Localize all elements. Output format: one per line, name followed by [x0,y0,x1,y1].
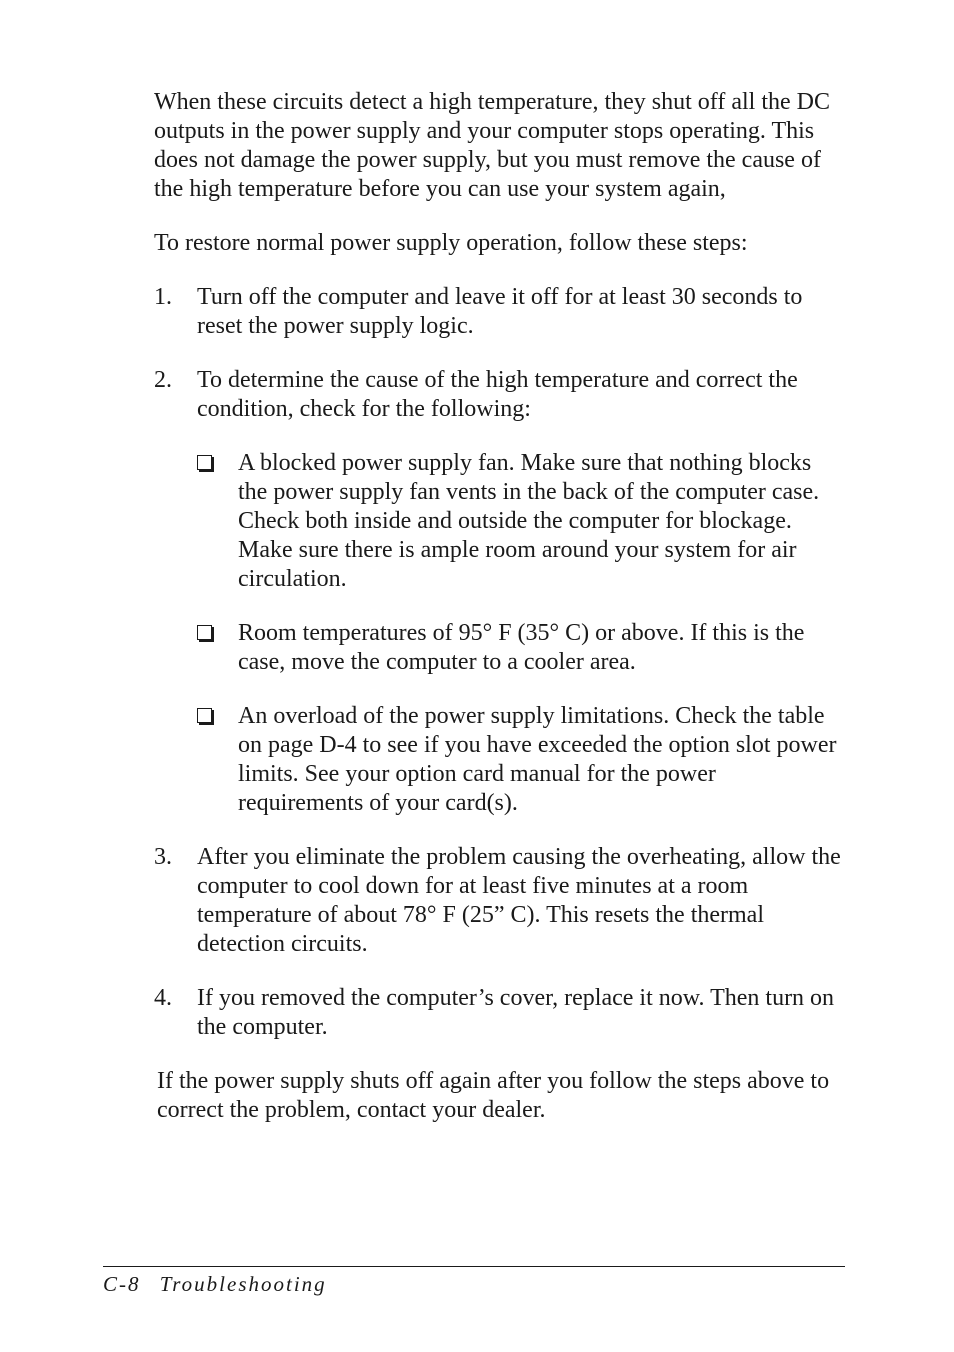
page-footer [103,1272,327,1297]
step-item [154,843,844,959]
footer-divider [103,1266,845,1267]
step-text: If you removed the computer’s cover, replace it now. Then turn on the computer. [197,985,835,1040]
checklist-item [197,619,844,677]
step-body [197,366,844,818]
step-number: 4. [154,985,172,1011]
checklist-item [197,449,844,594]
checklist-item-text: A blocked power supply fan. Make sure that nothing blocks the power supply fan vents in the back of the computer case. Check both inside and outside the computer for blockage. Make sure there is ample room around your system for air circulation. [238,450,820,592]
step-item [154,283,844,341]
page-body [154,88,844,1125]
step-item [154,366,844,818]
step-text: After you eliminate the problem causing the overheating, allow the computer to cool down for at least five minutes at a room temperature of about 78° F (25” C). This resets the thermal detection circuits. [197,844,841,957]
step-item [154,984,844,1042]
step-number: 3. [154,844,172,870]
closing-paragraph: If the power supply shuts off again after you follow the steps above to correct the problem, contact your dealer. [157,1068,830,1123]
step-number: 1. [154,284,172,310]
checklist [197,449,844,818]
section-title: Troubleshooting [159,1272,327,1296]
checkbox-icon [197,708,212,723]
step-number: 2. [154,367,172,393]
checklist-item-text: Room temperatures of 95° F (35° C) or above. If this is the case, move the computer to a cooler area. [238,620,805,675]
page-number: C-8 [103,1272,141,1296]
checklist-item [197,702,844,818]
step-text: To determine the cause of the high temperature and correct the condition, check for the following: [197,367,798,422]
checklist-item-text: An overload of the power supply limitations. Check the table on page D-4 to see if you have exceeded the option slot power limits. See your option card manual for the power requirements of your card(s). [238,703,837,816]
step-text: Turn off the computer and leave it off for at least 30 seconds to reset the power supply logic. [197,284,803,339]
lead-paragraph: To restore normal power supply operation, follow these steps: [154,230,748,256]
checkbox-icon [197,455,212,470]
intro-paragraph: When these circuits detect a high temperature, they shut off all the DC outputs in the power supply and your computer stops operating. This does not damage the power supply, but you must remove the cause of the high temperature before you can use your system again, [154,89,830,202]
checkbox-icon [197,625,212,640]
